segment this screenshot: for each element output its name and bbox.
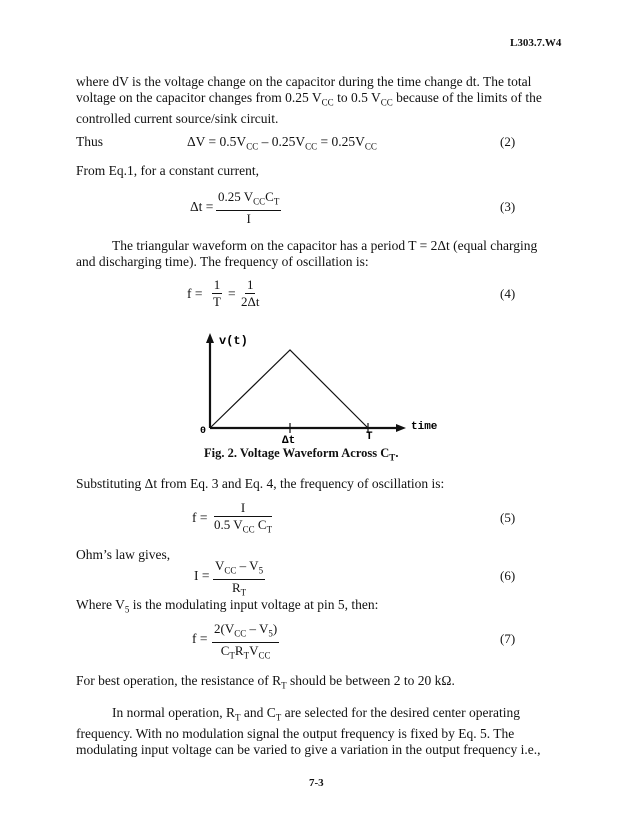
x-axis-arrow bbox=[396, 424, 406, 432]
equation-4-frac-1: $\frac{1}{T}$ bbox=[213, 277, 221, 309]
where-v5-text: Where $V_5$ is the modulating input voltage at pin 5, then: bbox=[76, 597, 379, 615]
from-eq1-text: From Eq.1, for a constant current, bbox=[76, 163, 259, 178]
y-axis-label: v(t) bbox=[219, 334, 248, 348]
document-id: L303.7.W4 bbox=[510, 37, 562, 49]
equation-6-fraction: $V_{CC} - V_5$ $R_T$ bbox=[215, 558, 264, 598]
eq4-equals: = bbox=[228, 286, 236, 301]
intro-line-2: voltage on the capacitor changes from 0.25 $V_{CC}$ to 0.5 $V_{CC}$ because of the limits of the bbox=[76, 90, 542, 108]
tick-label-delta-t: Δt bbox=[282, 435, 296, 445]
thus-label: Thus bbox=[76, 134, 103, 149]
voltage-waveform-figure bbox=[190, 330, 450, 445]
equation-3-fraction: 0.25 $V_{CC}C_T$ I bbox=[218, 189, 280, 226]
equation-number-7: (7) bbox=[500, 631, 516, 646]
equation-number-6: (6) bbox=[500, 568, 516, 583]
triangle-waveform bbox=[210, 350, 368, 428]
triangular-paragraph: The triangular waveform on the capacitor has a period T = 2Δt (equal charging and discharging time). The frequency of oscillation is: bbox=[76, 238, 538, 269]
eq6-lhs: I = bbox=[194, 568, 210, 583]
tick-label-T: T bbox=[366, 431, 373, 443]
equation-4-frac-2: $\frac{1}{2\Delta t}$ bbox=[241, 277, 260, 309]
figure-caption: Fig. 2. Voltage Waveform Across $C_T$. bbox=[204, 446, 399, 463]
normal-operation-paragraph: In normal operation, $R_T$ and $C_T$ are selected for the desired center operating frequency. With no modulation signal the output frequency is fixed by Eq. 5. The modulating input voltage can be varied to give a variation in the output frequency i.e., bbox=[76, 705, 541, 757]
y-axis-arrow bbox=[206, 333, 214, 343]
equation-2: $\Delta V = 0.5V_{CC} - 0.25V_{CC} = 0.25V_{CC}$ bbox=[187, 134, 377, 152]
best-operation-text: For best operation, the resistance of $R_T$ should be between 2 to 20 kΩ. bbox=[76, 673, 455, 691]
substituting-text: Substituting Δt from Eq. 3 and Eq. 4, the frequency of oscillation is: bbox=[76, 476, 445, 491]
equation-number-5: (5) bbox=[500, 510, 516, 525]
ohms-law-text: Ohm’s law gives, bbox=[76, 547, 171, 562]
equation-number-2: (2) bbox=[500, 134, 516, 149]
x-axis-label: time bbox=[411, 421, 438, 433]
intro-line-1: where dV is the voltage change on the capacitor during the time change dt. The total bbox=[76, 74, 532, 89]
eq5-lhs: f = bbox=[192, 510, 208, 525]
origin-label: 0 bbox=[200, 426, 207, 437]
eq3-lhs: Δt = bbox=[190, 199, 214, 214]
intro-paragraph bbox=[76, 74, 554, 127]
eq4-lhs: f = bbox=[187, 286, 203, 301]
equation-5-fraction: I 0.5 $V_{CC}$ $C_T$ bbox=[214, 500, 273, 535]
equation-7-fraction: $2(V_{CC} - V_5)$ $C_TR_TV_{CC}$ bbox=[214, 621, 278, 661]
intro-line-3: controlled current source/sink circuit. bbox=[76, 110, 279, 126]
page-number: 7-3 bbox=[309, 777, 324, 789]
equation-number-4: (4) bbox=[500, 286, 516, 301]
equation-number-3: (3) bbox=[500, 199, 516, 214]
eq7-lhs: f = bbox=[192, 631, 208, 646]
